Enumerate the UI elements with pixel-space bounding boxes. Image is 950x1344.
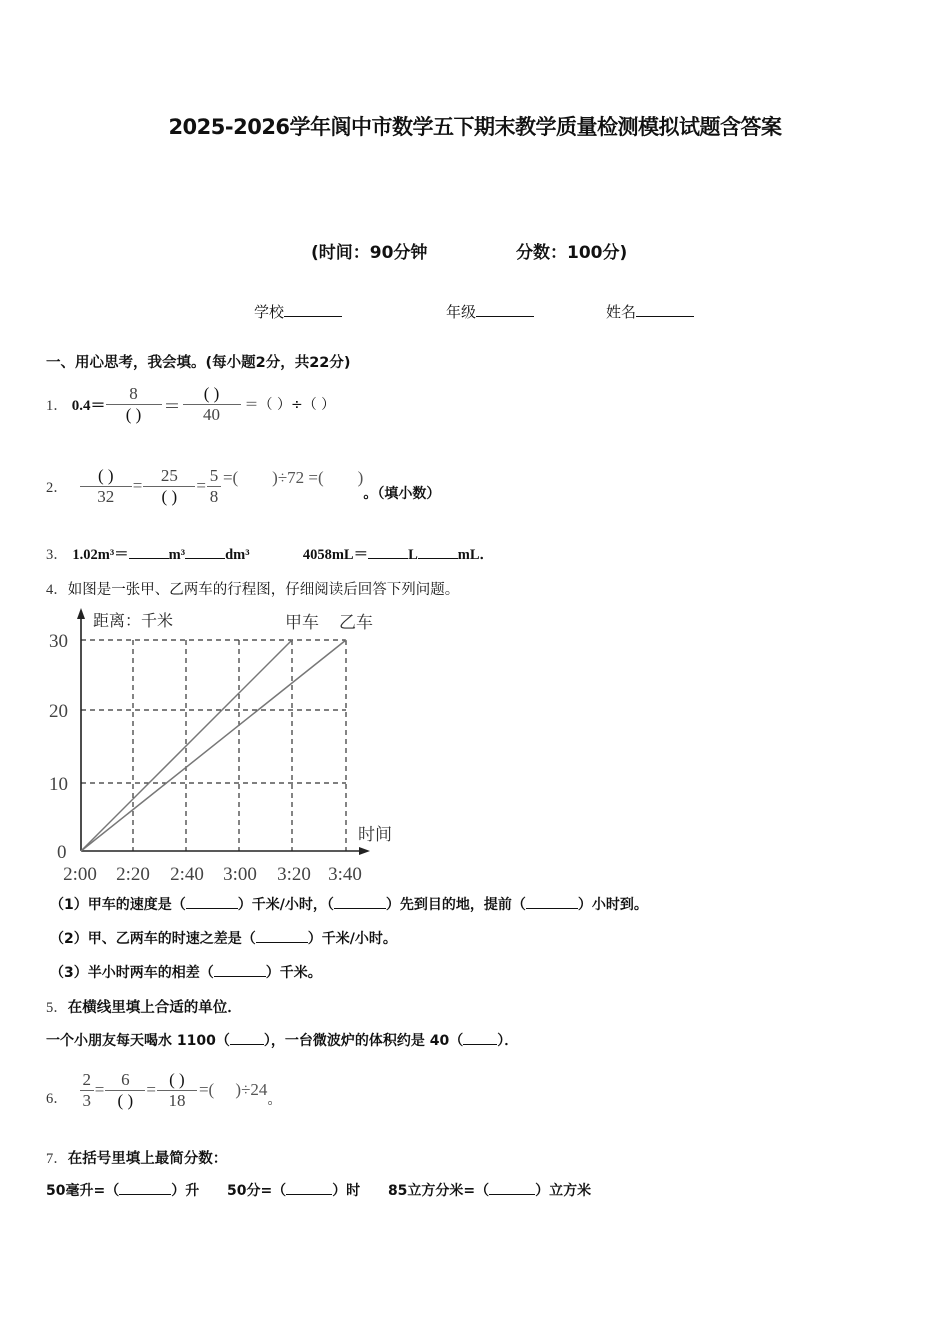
q2-equals-2: = <box>196 476 206 495</box>
score-label: 分数：100分) <box>516 243 628 263</box>
q4-sub3-text-a: （3）半小时两车的相差（ <box>50 965 214 981</box>
x-tick-300: 3:00 <box>223 864 257 885</box>
q3-unit-dm3: dm³ <box>225 547 250 563</box>
q6-division-blank[interactable]: =( )÷24 <box>198 1080 268 1099</box>
q7-unit-b: ）时 <box>332 1183 361 1199</box>
q7-blank-liters[interactable] <box>119 1182 171 1195</box>
q2-number: 2． <box>46 479 68 496</box>
y-axis-arrow-icon <box>77 608 85 619</box>
q7-number: 7． <box>46 1151 68 1167</box>
q2-frac3-denominator: 8 <box>209 486 219 506</box>
q6-equals-2: = <box>146 1080 156 1099</box>
q6-fraction-1 <box>80 1070 94 1111</box>
question-1 <box>46 376 335 432</box>
question-5 <box>46 996 242 1017</box>
q2-frac3-numerator: 5 <box>209 465 219 485</box>
question-2 <box>46 458 440 514</box>
x-tick-320: 3:20 <box>277 864 311 885</box>
q1-frac1-denominator[interactable]: ( ) <box>125 404 142 424</box>
q2-note: 。（填小数） <box>363 486 441 502</box>
q4-sub2-blank[interactable] <box>256 930 308 943</box>
q2-frac1-denominator: 32 <box>97 486 115 506</box>
q3-blank-l[interactable] <box>368 546 408 559</box>
legend-yi: 乙车 <box>339 613 373 632</box>
field-grade-label: 年级 <box>446 303 477 321</box>
q5-line <box>46 1030 518 1050</box>
q1-frac2-denominator: 40 <box>203 404 221 424</box>
y-tick-labels <box>49 631 68 863</box>
field-school-label: 学校 <box>254 303 285 321</box>
q3-blank-dm3[interactable] <box>185 546 225 559</box>
series-yi-line <box>81 640 346 851</box>
y-tick-10: 10 <box>49 774 68 795</box>
question-7 <box>46 1147 227 1168</box>
time-label: (时间：90分钟 <box>311 243 428 263</box>
q7-text: 在括号里填上最简分数： <box>67 1151 228 1167</box>
q4-sub2 <box>50 928 397 948</box>
q4-sub3-text-b: ）千米。 <box>265 965 322 981</box>
q1-number: 1． <box>46 397 68 414</box>
q3-unit-ml: mL． <box>457 547 494 563</box>
q5-blank-water-unit[interactable] <box>230 1032 264 1045</box>
y-tick-20: 20 <box>49 701 68 722</box>
q6-number: 6． <box>46 1090 68 1107</box>
q6-frac3-numerator[interactable]: ( ) <box>169 1069 185 1089</box>
x-tick-240: 2:40 <box>170 864 204 885</box>
q5-number: 5． <box>46 1000 68 1016</box>
q4-sub1-text-c: ）先到目的地，提前（ <box>385 897 526 913</box>
q6-frac1-numerator: 2 <box>82 1069 91 1089</box>
x-axis-label: 时间 <box>358 825 392 844</box>
q7-unit-c: ）立方米 <box>535 1183 592 1199</box>
q1-division-blanks[interactable]: ＝（ ）÷（ ） <box>244 397 336 413</box>
q7-line <box>46 1180 591 1200</box>
q4-number: 4． <box>46 582 68 598</box>
q5-text-a: 一个小朋友每天喝水 1100（ <box>46 1033 230 1049</box>
question-6 <box>46 1062 281 1118</box>
question-4 <box>46 578 459 599</box>
q4-sub2-text-b: ）千米/小时。 <box>307 931 397 947</box>
q6-frac1-denominator: 3 <box>82 1090 91 1110</box>
q4-sub2-text-a: （2）甲、乙两车的时速之差是（ <box>50 931 256 947</box>
q3-part2-lead: 4058mL＝ <box>302 547 369 563</box>
q3-part1-lead: 1.02m³＝ <box>72 547 129 563</box>
question-3 <box>46 543 494 564</box>
q4-sub1-text-d: ）小时到。 <box>577 897 648 913</box>
field-grade-line[interactable] <box>476 302 534 317</box>
q2-fraction-2 <box>143 466 195 507</box>
q1-equals: ＝ <box>163 396 181 416</box>
q6-fraction-2 <box>105 1070 145 1111</box>
q4-sub1-text-a: （1）甲车的速度是（ <box>50 897 186 913</box>
q3-blank-m3[interactable] <box>129 546 169 559</box>
q4-sub1-text-b: ）千米/小时，（ <box>237 897 334 913</box>
x-tick-200: 2:00 <box>63 864 97 885</box>
field-name-label: 姓名 <box>606 303 637 321</box>
q1-lead: 0.4＝ <box>71 397 106 414</box>
q4-sub3 <box>50 962 322 982</box>
q5-text: 在横线里填上合适的单位． <box>67 1000 242 1016</box>
q2-division-blanks[interactable]: =( )÷72 =( ) <box>222 468 364 487</box>
q2-equals-1: = <box>132 476 143 495</box>
q1-fraction-2 <box>183 384 241 425</box>
q7-text-c: 85立方分米=（ <box>387 1183 490 1199</box>
q5-blank-volume-unit[interactable] <box>463 1032 497 1045</box>
q6-frac2-denominator[interactable]: ( ) <box>117 1090 134 1110</box>
q3-unit-m3: m³ <box>168 547 186 563</box>
q1-frac2-numerator[interactable]: ( ) <box>203 383 220 403</box>
q7-blank-hours[interactable] <box>286 1182 332 1195</box>
field-name-line[interactable] <box>636 302 694 317</box>
y-axis-label: 距离：千米 <box>93 613 174 630</box>
q2-frac2-denominator[interactable]: ( ) <box>161 486 178 506</box>
field-school[interactable] <box>254 301 342 322</box>
q6-fraction-3 <box>157 1070 197 1111</box>
section-heading: 一、用心思考，我会填。(每小题2分，共22分) <box>46 355 351 371</box>
q4-sub1-blank-speed[interactable] <box>186 896 238 909</box>
q5-text-c: ）． <box>497 1033 519 1049</box>
field-name[interactable] <box>606 301 694 322</box>
q4-text: 如图是一张甲、乙两车的行程图，仔细阅读后回答下列问题。 <box>67 582 460 598</box>
q5-text-b: ），一台微波炉的体积约是 40（ <box>263 1033 464 1049</box>
q4-sub1 <box>50 894 648 914</box>
x-axis-arrow-icon <box>359 847 370 855</box>
field-grade[interactable] <box>446 301 534 322</box>
q6-equals-1: = <box>94 1080 105 1099</box>
q7-text-b: 50分=（ <box>226 1183 287 1199</box>
document-title: 2025-2026学年阆中市数学五下期末教学质量检测模拟试题含答案 <box>168 115 782 139</box>
q3-unit-l: L <box>408 547 418 563</box>
q2-frac1-numerator[interactable]: ( ) <box>97 465 114 485</box>
q6-frac2-numerator: 6 <box>121 1069 130 1089</box>
q4-sub1-blank-car[interactable] <box>334 896 386 909</box>
field-school-line[interactable] <box>284 302 342 317</box>
x-tick-340: 3:40 <box>328 864 362 885</box>
x-tick-220: 2:20 <box>116 864 150 885</box>
legend-jia: 甲车 <box>285 613 319 632</box>
q2-fraction-1 <box>80 466 132 507</box>
q7-text-a: 50毫升=（ <box>46 1183 120 1199</box>
q3-number: 3． <box>46 547 68 563</box>
q3-blank-ml[interactable] <box>418 546 458 559</box>
q4-sub3-blank[interactable] <box>214 964 266 977</box>
q6-end-mark: 。 <box>267 1092 282 1108</box>
x-tick-labels <box>63 864 362 885</box>
q6-frac3-denominator: 18 <box>168 1090 186 1110</box>
q1-frac1-numerator: 8 <box>129 383 138 403</box>
q2-fraction-3 <box>207 466 221 507</box>
q2-frac2-numerator: 25 <box>160 465 178 485</box>
y-tick-30: 30 <box>49 631 68 652</box>
q4-sub1-blank-hours[interactable] <box>526 896 578 909</box>
y-tick-0: 0 <box>57 842 67 863</box>
travel-chart <box>40 600 410 890</box>
q7-blank-cubic-meters[interactable] <box>489 1182 535 1195</box>
q1-fraction-1 <box>106 384 162 425</box>
q7-unit-a: ）升 <box>171 1183 200 1199</box>
